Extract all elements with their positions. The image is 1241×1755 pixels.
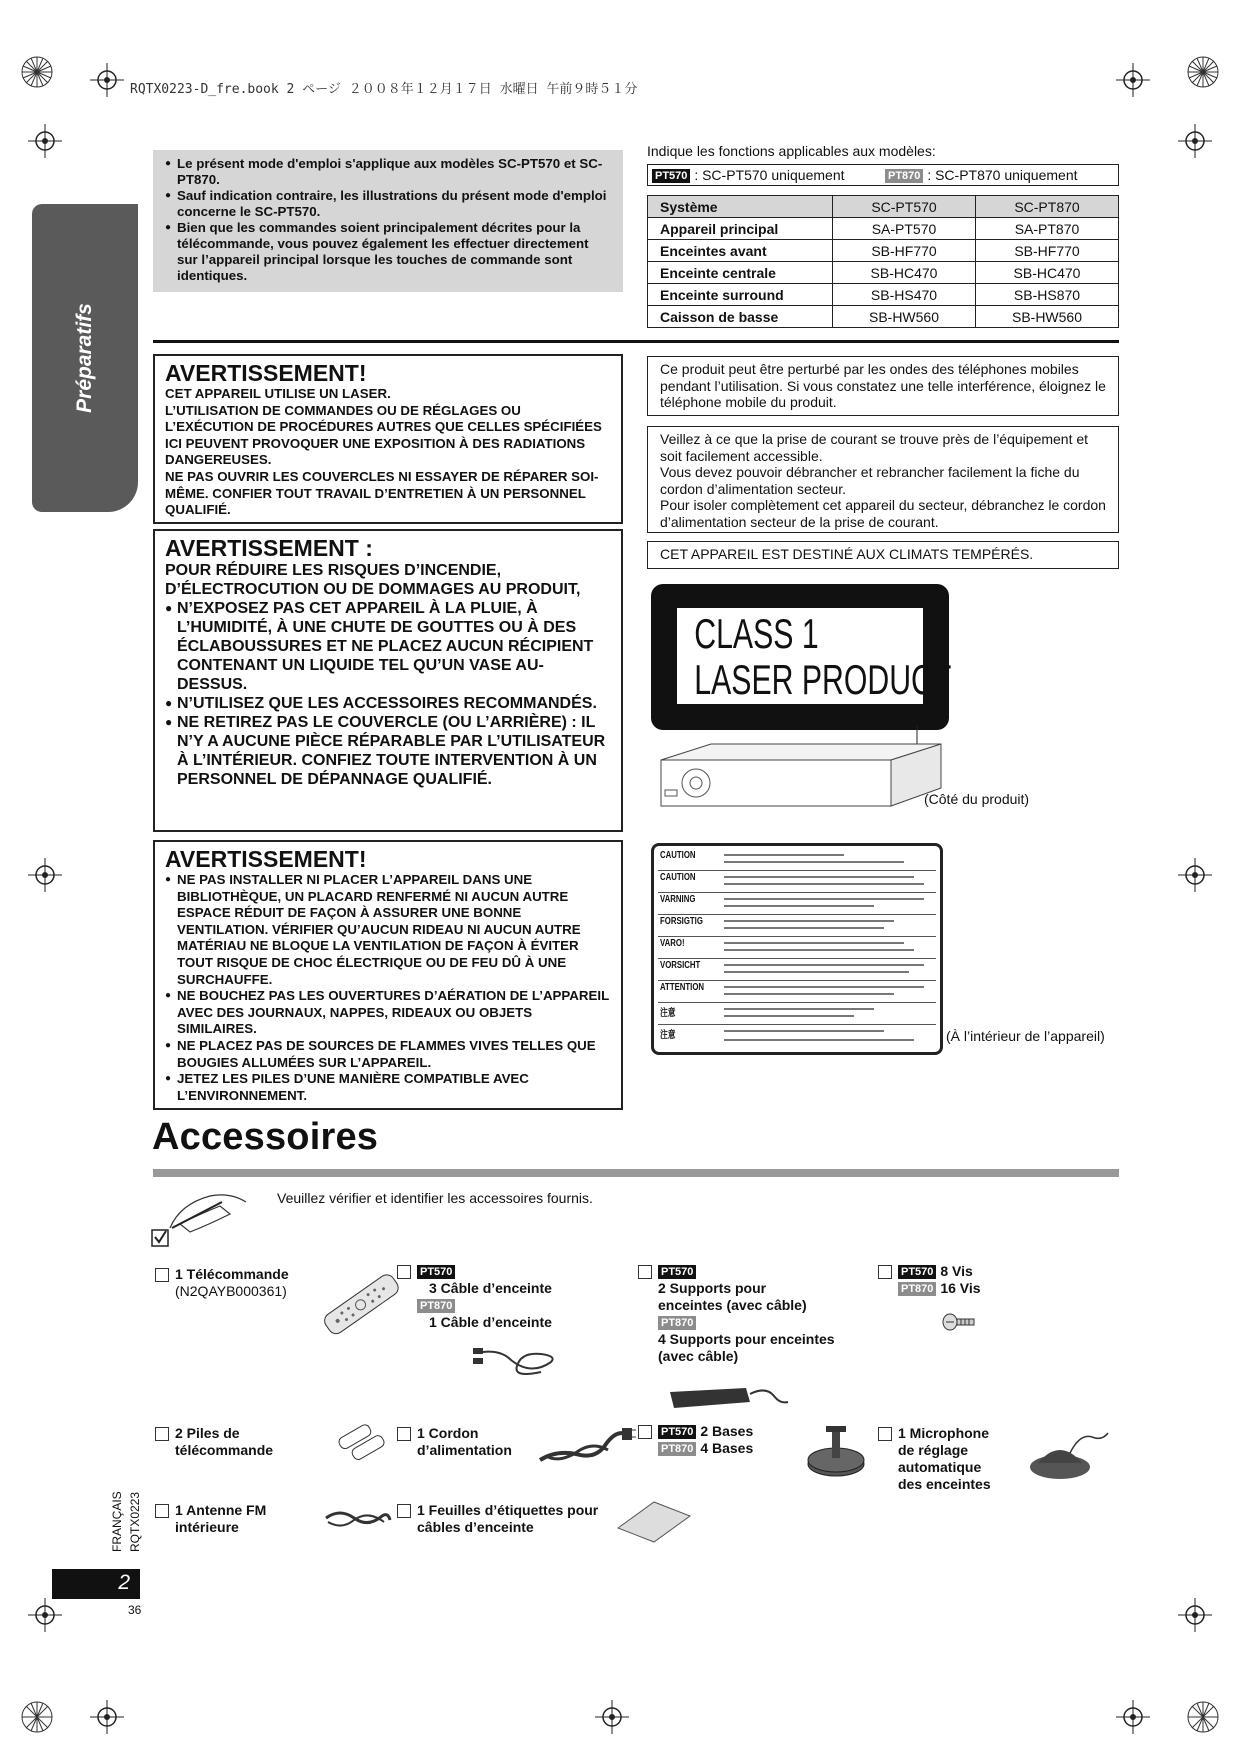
table-cell: SA-PT570 (833, 218, 976, 240)
note-item: ● Bien que les commandes soient principalement décrites pour la télécommande, vous pouvez également les effectuer directement sur l’appareil principal lorsque les touches de commande sont identiques. (165, 220, 611, 284)
file-header-line: RQTX0223-D_fre.book 2 ページ ２００８年１２月１７日 水曜日 午前９時５１分 (130, 82, 638, 97)
microphone-icon (1020, 1423, 1120, 1483)
speaker-cable-pt570: 3 Câble d’enceinte (429, 1280, 552, 1296)
caution-row (658, 958, 936, 981)
warning-item: ● N’UTILISEZ QUE LES ACCESSOIRES RECOMMANDÉS. (165, 694, 611, 713)
checkbox[interactable] (155, 1427, 169, 1441)
table-row (648, 218, 1119, 240)
caution-row-key: FORSIGTIG (660, 916, 703, 927)
fine-print-line (724, 964, 924, 966)
caution-row-key: CAUTION (660, 850, 696, 861)
fine-print-line (724, 898, 924, 900)
fine-print-line (724, 1030, 884, 1032)
class1-laser-label (651, 584, 952, 730)
tag-pt570: PT570 (658, 1425, 696, 1439)
screw-icon (942, 1310, 976, 1334)
product-side-caption: (Côté du produit) (924, 791, 1030, 807)
checkbox[interactable] (155, 1504, 169, 1518)
accessory-power-cord (397, 1425, 547, 1465)
label-inner (677, 608, 952, 704)
checkbox[interactable] (397, 1427, 411, 1441)
caution-row (658, 914, 936, 937)
climate-box: CET APPAREIL EST DESTINÉ AUX CLIMATS TEMPÉRÉS. (647, 541, 1119, 569)
note-item: ● Sauf indication contraire, les illustrations du présent mode d'emploi concerne le SC-PT570. (165, 188, 611, 220)
registration-crosshair-icon (1178, 124, 1212, 158)
scope-notes-box (153, 150, 623, 292)
registration-sunburst-icon (20, 55, 54, 89)
caution-row-key: CAUTION (660, 872, 696, 883)
tag-pt870: PT870 (885, 169, 923, 183)
warning-title: AVERTISSEMENT! (165, 846, 367, 872)
caution-row (658, 892, 936, 915)
registration-crosshair-icon (1116, 1700, 1150, 1734)
registration-crosshair-icon (595, 1700, 629, 1734)
accessories-intro: Veuillez vérifier et identifier les accessoires fournis. (277, 1190, 593, 1206)
caution-row-key: VARNING (660, 894, 696, 905)
accessories-title: Accessoires (152, 1116, 379, 1158)
speaker-base-icon (804, 1420, 868, 1480)
tag-pt570: PT570 (652, 169, 690, 183)
laser-label-line1: CLASS 1 (694, 610, 819, 657)
table-cell: Enceinte centrale (648, 262, 833, 284)
warning-text: CET APPAREIL UTILISE UN LASER. L’UTILISATION DE COMMANDES OU DE RÉGLAGES OU L’EXÉCUTION DE PROCÉDURES AUTRES QUE CELLES SPÉCIFIÉES ICI PEUVENT PROVOQUER UNE EXPOSITION À DES RADIATIONS DANGEREUSES. NE PAS OUVRIR LES COUVERCLES NI ESSAYER DE RÉPARER SOI-MÊME. CONFIER TOUT TRAVAIL D’ENTRETIEN À UN PERSONNEL QUALIFIÉ. (165, 386, 602, 518)
table-row (648, 284, 1119, 306)
model-indicator-bar (647, 164, 1119, 186)
tag-pt570: PT570 (417, 1265, 455, 1279)
remote-control-icon (312, 1268, 408, 1340)
warning-item: ● JETEZ LES PILES D’UNE MANIÈRE COMPATIBLE AVEC L’ENVIRONNEMENT. (165, 1071, 611, 1104)
label-sheet-icon (614, 1498, 694, 1546)
fine-print-line (724, 949, 914, 951)
warning-title: AVERTISSEMENT : (165, 535, 373, 561)
warning-intro: POUR RÉDUIRE LES RISQUES D’INCENDIE, D’ÉLECTROCUTION OU DE DOMMAGES AU PRODUIT, (165, 562, 581, 598)
batteries-icon (336, 1420, 388, 1466)
table-cell: SB-HS470 (833, 284, 976, 306)
speaker-stand-icon (666, 1378, 796, 1414)
table-cell: SB-HC470 (976, 262, 1119, 284)
caution-row (658, 1002, 936, 1025)
screws-pt870: 16 Vis (940, 1280, 981, 1296)
caution-row (658, 980, 936, 1003)
accessories-rule (153, 1169, 1119, 1177)
section-divider (153, 340, 1119, 343)
table-cell: Appareil principal (648, 218, 833, 240)
warning-item: ● NE RETIREZ PAS LE COUVERCLE (OU L’ARRIÈRE) : IL N’Y A AUCUNE PIÈCE RÉPARABLE PAR L’UTILISATEUR À L’INTÉRIEUR. CONFIEZ TOUTE INTERVENTION À UN PERSONNEL DE DÉPANNAGE QUALIFIÉ. (165, 713, 611, 789)
accessory-remote-code: (N2QAYB000361) (175, 1283, 287, 1299)
fine-print-line (724, 861, 904, 863)
tag-pt870: PT870 (417, 1299, 455, 1313)
fine-print-line (724, 986, 924, 988)
tag-pt570: PT570 (898, 1265, 936, 1279)
fine-print-line (724, 1008, 874, 1010)
product-side-illustration (651, 726, 951, 816)
table-cell: Caisson de basse (648, 306, 833, 328)
caution-row (658, 870, 936, 893)
page-number: 2 (118, 1571, 130, 1594)
footer-code: RQTX0223 (128, 1491, 142, 1552)
checkbox[interactable] (155, 1268, 169, 1282)
tag-pt870: PT870 (898, 1282, 936, 1296)
fine-print-line (724, 993, 894, 995)
fine-print-line (724, 920, 894, 922)
side-tab-label: Préparatifs (73, 303, 96, 413)
checkbox[interactable] (878, 1265, 892, 1279)
accessory-remote (155, 1266, 305, 1326)
accessory-microphone (878, 1425, 1028, 1497)
inside-unit-caption: (À l’intérieur de l’appareil) (946, 1028, 1105, 1044)
registration-sunburst-icon (1186, 55, 1220, 89)
warning-laser-box (153, 354, 623, 524)
system-table (647, 195, 1119, 328)
fine-print-line (724, 883, 924, 885)
table-header-cell: SC-PT870 (976, 196, 1119, 218)
table-header-row (648, 196, 1119, 218)
section-side-tab (32, 204, 138, 512)
registration-crosshair-icon (28, 858, 62, 892)
caution-row-key: ATTENTION (660, 982, 705, 993)
registration-crosshair-icon (28, 124, 62, 158)
checkbox[interactable] (397, 1265, 411, 1279)
registration-crosshair-icon (90, 1700, 124, 1734)
table-cell: SB-HC470 (833, 262, 976, 284)
accessory-remote-name: 1 Télécommande (175, 1266, 289, 1282)
footer-language: FRANÇAIS (110, 1491, 124, 1552)
table-header-cell: Système (648, 196, 833, 218)
power-cord-icon (536, 1420, 636, 1470)
fine-print-line (724, 942, 904, 944)
caution-row-key: VARO! (660, 938, 685, 949)
checkbox[interactable] (638, 1425, 652, 1439)
table-row (648, 240, 1119, 262)
accessory-screws (878, 1263, 1018, 1303)
caution-row (658, 936, 936, 959)
page-number-box (52, 1569, 140, 1599)
registration-crosshair-icon (28, 1598, 62, 1632)
model-pt570-indicator (652, 167, 845, 183)
caution-row-key: 注意 (660, 1030, 676, 1041)
table-cell: SA-PT870 (976, 218, 1119, 240)
accessory-batteries (155, 1425, 305, 1465)
accessory-bases (638, 1423, 788, 1463)
sub-page-number: 36 (128, 1603, 142, 1617)
tag-pt870: PT870 (658, 1442, 696, 1456)
tag-pt870: PT870 (658, 1316, 696, 1330)
batteries-text: 2 Piles de télécommande (175, 1425, 274, 1458)
checkbox[interactable] (397, 1504, 411, 1518)
accessory-fm-antenna (155, 1502, 305, 1542)
accessory-speaker-stands (638, 1263, 868, 1373)
table-cell: SB-HW560 (976, 306, 1119, 328)
model-pt870-indicator (885, 167, 1078, 183)
table-cell: SB-HF770 (833, 240, 976, 262)
fine-print-line (724, 854, 844, 856)
antenna-text: 1 Antenne FM intérieure (175, 1502, 267, 1535)
checkbox[interactable] (878, 1427, 892, 1441)
warning-fire-box (153, 529, 623, 832)
accessory-label-sheets (397, 1502, 607, 1542)
fine-print-line (724, 971, 909, 973)
table-cell: SB-HW560 (833, 306, 976, 328)
stands-pt570: 2 Supports pour enceintes (avec câble) (658, 1280, 807, 1313)
model-pt870-text: : SC-PT870 uniquement (927, 167, 1078, 183)
checkbox[interactable] (638, 1265, 652, 1279)
note-item: ● Le présent mode d'emploi s'applique aux modèles SC-PT570 et SC-PT870. (165, 156, 611, 188)
registration-crosshair-icon (1178, 858, 1212, 892)
table-cell: SB-HF770 (976, 240, 1119, 262)
pen-check-icon (150, 1184, 260, 1250)
caution-label (651, 843, 943, 1055)
tag-pt570: PT570 (658, 1265, 696, 1279)
accessory-speaker-cable (397, 1263, 597, 1331)
table-cell: SB-HS870 (976, 284, 1119, 306)
caution-row (658, 848, 936, 871)
registration-crosshair-icon (1178, 1598, 1212, 1632)
warning-item: ● NE BOUCHEZ PAS LES OUVERTURES D’AÉRATION DE L’APPAREIL AVEC DES JOURNAUX, NAPPES, RIDEAUX OU OBJETS SIMILAIRES. (165, 988, 611, 1038)
warning-ventilation-box (153, 840, 623, 1110)
warning-item: ● NE PAS INSTALLER NI PLACER L’APPAREIL DANS UNE BIBLIOTHÈQUE, UN PLACARD RENFERMÉ NI AUCUN AUTRE ESPACE RÉDUIT DE FAÇON À ASSURER UNE BONNE VENTILATION. VÉRIFIER QU’AUCUN RIDEAU NI AUCUN AUTRE MATÉRIAU NE BLOQUE LA VENTILATION DE FAÇON À ÉVITER TOUT RISQUE DE CHOC ÉLECTRIQUE OU DE FEU DÛ À UNE SURCHAUFFE. (165, 872, 611, 988)
fine-print-line (724, 1015, 854, 1017)
registration-crosshair-icon (90, 63, 124, 97)
fm-antenna-icon (324, 1504, 392, 1534)
models-intro: Indique les fonctions applicables aux modèles: (647, 143, 936, 159)
fine-print-line (724, 876, 914, 878)
bases-pt870: 4 Bases (700, 1440, 754, 1456)
warning-item: ● NE PLACEZ PAS DE SOURCES DE FLAMMES VIVES TELLES QUE BOUGIES ALLUMÉES SUR L’APPAREIL. (165, 1038, 611, 1071)
fine-print-line (724, 927, 884, 929)
table-header-cell: SC-PT570 (833, 196, 976, 218)
caution-row-key: 注意 (660, 1008, 676, 1019)
fine-print-line (724, 905, 874, 907)
mobile-interference-box: Ce produit peut être perturbé par les ondes des téléphones mobiles pendant l’utilisation. Si vous constatez une telle interférence, éloignez le téléphone mobile du produit. (647, 356, 1119, 416)
registration-crosshair-icon (1116, 63, 1150, 97)
warning-item: ● N’EXPOSEZ PAS CET APPAREIL À LA PLUIE, À L’HUMIDITÉ, À UNE CHUTE DE GOUTTES OU À DES ÉCLABOUSSURES ET NE PLACEZ AUCUN RÉCIPIENT CONTENANT UN LIQUIDE TEL QU’UN VASE AU-DESSUS. (165, 599, 611, 694)
stands-pt870: 4 Supports pour enceintes (avec câble) (658, 1331, 835, 1364)
table-cell: Enceinte surround (648, 284, 833, 306)
table-row (648, 306, 1119, 328)
microphone-text: 1 Microphone de réglage automatique des enceintes (898, 1425, 991, 1492)
screws-pt570: 8 Vis (940, 1263, 973, 1279)
warning-title: AVERTISSEMENT! (165, 360, 367, 386)
table-cell: Enceintes avant (648, 240, 833, 262)
caution-row-key: VORSICHT (660, 960, 701, 971)
speaker-cable-icon (471, 1340, 559, 1382)
registration-sunburst-icon (20, 1700, 54, 1734)
power-cord-text: 1 Cordon d’alimentation (417, 1425, 512, 1458)
fine-print-line (724, 1039, 914, 1041)
caution-row (658, 1024, 936, 1050)
laser-label-line2: LASER PRODUCT (694, 656, 952, 703)
label-sheets-text: 1 Feuilles d’étiquettes pour câbles d’enceinte (417, 1502, 599, 1535)
speaker-cable-pt870: 1 Câble d’enceinte (429, 1314, 552, 1330)
power-outlet-box: Veillez à ce que la prise de courant se trouve près de l’équipement et soit facilement accessible. Vous devez pouvoir débrancher et rebrancher facilement la fiche du cordon d’alimentation secteur. Pour isoler complètement cet appareil du secteur, débranchez le cordon d’alimentation secteur de la prise de courant. (647, 426, 1119, 533)
registration-sunburst-icon (1186, 1700, 1220, 1734)
table-row (648, 262, 1119, 284)
model-pt570-text: : SC-PT570 uniquement (694, 167, 845, 183)
bases-pt570: 2 Bases (700, 1423, 754, 1439)
